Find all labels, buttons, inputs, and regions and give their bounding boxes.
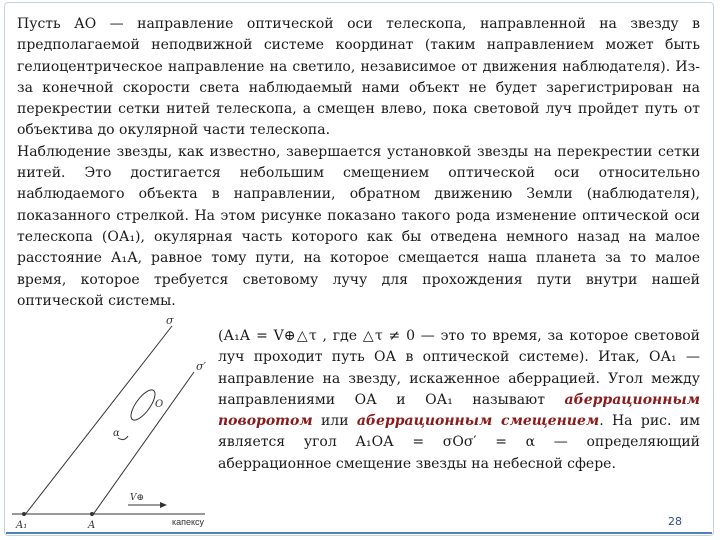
page-number: 28 (668, 515, 682, 528)
label-a: A (88, 520, 96, 531)
label-sigma: σ (166, 314, 174, 327)
side-text-a: (А₁А = V⊕△τ , где △τ ≠ 0 — это то время, за которое световой луч проходит путь ОА в оптической системе). Итак, ОА₁ — направление на звезду, искаженное аберрацией. Угол между направлениями ОА и ОА₁ называют (218, 328, 700, 408)
main-text-block (17, 14, 700, 312)
bottom-accent-line (6, 532, 712, 534)
side-text-b: или (312, 413, 357, 430)
side-paragraph (218, 326, 700, 475)
velocity-arrowhead (160, 502, 167, 508)
point-a (90, 512, 94, 516)
side-text-c: . На рис. им является угол А₁ОА = σОσ′ = α — определяющий аберрационное смещение звезды на небесной сфере. (218, 413, 700, 472)
paragraph-observation: Наблюдение звезды, как известно, завершается установкой звезды на перекрестии сетки нитей. Это достигается небольшим смещением оптической оси относительно наблюдаемого объекта в направлении, обратном движению Земли (наблюдателя), показанного стрелкой. На этом рисунке показано такого рода изменение оптической оси телескопа (ОА₁), окулярная часть которого как бы отведена немного назад на малое расстояние А₁А, равное тому пути, на которое смещается наша планета за то малое время, которое требуется световому лучу для прохождения пути внутри нашей оптической системы. (17, 143, 700, 309)
line-a1-sigma (24, 326, 172, 516)
paragraph-intro: Пусть АО — направление оптической оси телескопа, направленной на звезду в предполагаемой неподвижной системе координат (таким направлением может быть гелиоцентрическое направление на светило, независимое от движения наблюдателя). Из-за конечной скорости света наблюдаемый нами объект не будет зарегистрирован на перекрестии сетки нитей телескопа, а смещен влево, пока световой луч пройдет путь от объектива до окулярной части телескопа. (17, 16, 700, 139)
aberration-diagram (10, 312, 215, 534)
label-a1: A₁ (16, 520, 28, 531)
side-text-block (218, 326, 700, 475)
term-aberration-displacement: аберрационным смещением (356, 413, 600, 430)
label-sigma-prime: σ′ (196, 360, 207, 373)
label-apex: капексу (172, 517, 205, 527)
point-a1 (22, 512, 26, 516)
label-o: O (155, 399, 164, 410)
term-aberration-rotation: аберрационным поворотом (218, 391, 700, 430)
label-velocity: V⊕ (130, 493, 145, 503)
label-alpha: α (113, 428, 120, 439)
